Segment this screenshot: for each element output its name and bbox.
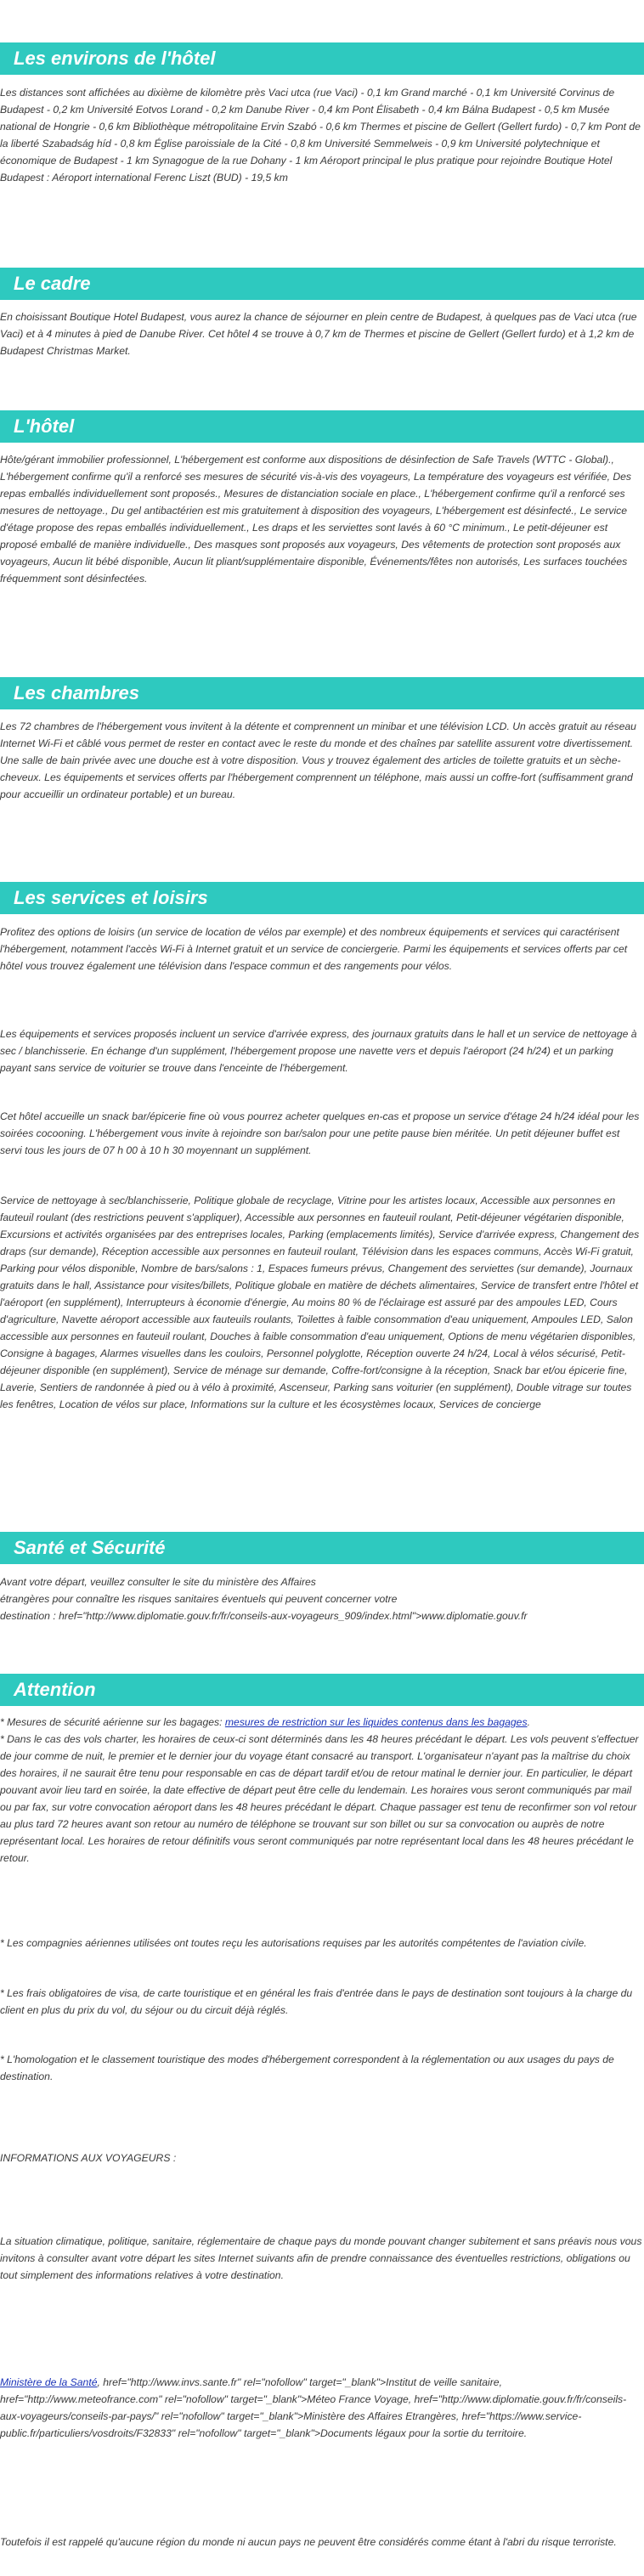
attention-paragraph-8-rest: , href="http://www.invs.sante.fr" rel="nofollow" target="_blank">Institut de veille sanitaire, href="http://www.meteofrance.com" rel="nofollow" target="_blank">Méteo France Voyage, href="http://www.diplomatie.gouv.fr/fr/conseils-aux-voyageurs/conseils-par-pays/" rel="nofollow" target="_blank">Ministère des Affaires Etrangères, href="https://www.service-public.fr/particuliers/vosdroits/F32833" rel="nofollow" target="_blank">Documents légaux pour la sortie du territoire. <box>0 2376 627 2439</box>
section-header-chambres: Les chambres <box>0 677 644 709</box>
attention-paragraph-3: * Les compagnies aériennes utilisées ont toutes reçu les autorisations requises par les autorités compétentes de l'aviation civile. <box>0 1937 587 1949</box>
section-header-cadre: Le cadre <box>0 268 644 300</box>
attention-paragraph-7: La situation climatique, politique, sanitaire, réglementaire de chaque pays du monde pouvant changer subitement et sans préavis nous vous invitons à consulter avant votre départ les sites Internet suivants afin de prendre connaissance des éventuelles restrictions, obligations ou tout simplement des informations relatives à votre destination. <box>0 2235 642 2281</box>
attention-paragraph-2: * Dans le cas des vols charter, les horaires de ceux-ci sont déterminés dans les 48 heures précédant le départ. Les vols peuvent s'effectuer de jour comme de nuit, le premier et le dernier jour du voyage étant consacré au transport. L'organisateur n'ayant pas la maîtrise du choix des horaires, il ne saurait être tenu pour responsable en cas de départ tardif et/ou de retour matinal le dernier jour. En particulier, le départ pouvant avoir lieu tard en soirée, la date effective de départ peut être celle du lendemain. Les horaires vous seront communiqués par mail ou par fax, sur votre convocation aéroport dans les 48 heures précédant le départ. Chaque passager est tenu de reconfirmer son vol retour au plus tard 72 heures avant son retour au numéro de téléphone se trouvant sur son billet ou sur sa convocation ou auprès de notre représentant local. Les horaires de retour définitifs vous seront communiqués par notre représentant local dans les 48 heures précédant le retour. <box>0 1733 639 1864</box>
section-header-hotel: L'hôtel <box>0 410 644 443</box>
liquids-restriction-link[interactable]: mesures de restriction sur les liquides contenus dans les bagages <box>224 1716 528 1728</box>
chambres-text: Les 72 chambres de l'hébergement vous invitent à la détente et comprennent un minibar et une télévision LCD. Un accès gratuit au réseau Internet Wi-Fi et câblé vous permet de rester en contact avec le reste du monde et des chaînes par satellite assurent votre divertissement. Une salle de bain privée avec une douche est à votre disposition. Vous y trouvez également des articles de toilette gratuits et un sèche-cheveux. Les équipements et services offerts par l'hébergement comprennent un téléphone, mais aussi un coffre-fort (suffisamment grand pour accueillir un ordinateur portable) et un bureau. <box>0 720 636 800</box>
attention-paragraph-1-suffix: . <box>527 1716 530 1728</box>
section-header-sante: Santé et Sécurité <box>0 1532 644 1564</box>
environs-text: Les distances sont affichées au dixième de kilomètre près Vaci utca (rue Vaci) - 0,1 km Grand marché - 0,1 km Université Corvinus de Budapest - 0,2 km Université Eotvos Lorand - 0,2 km Danube River - 0,4 km Pont Élisabeth - 0,4 km Bálna Budapest - 0,5 km Musée national de Hongrie - 0,6 km Bibliothèque métropolitaine Ervin Szabó - 0,6 km Thermes et piscine de Gellert (Gellert furdo) - 0,7 km Pont de la liberté Szabadság híd - 0,8 km Église paroissiale de la Cité - 0,8 km Université Semmelweis - 0,9 km Université polytechnique et économique de Budapest - 1 km Synagogue de la rue Dohany - 1 km Aéroport principal le plus pratique pour rejoindre Boutique Hotel Budapest : Aéroport international Ferenc Liszt (BUD) - 19,5 km <box>0 87 641 184</box>
section-header-environs: Les environs de l'hôtel <box>0 42 644 75</box>
section-header-services: Les services et loisirs <box>0 882 644 914</box>
voyageurs-info-heading: INFORMATIONS AUX VOYAGEURS : <box>0 2152 177 2164</box>
services-paragraph-3: Cet hôtel accueille un snack bar/épicerie fine où vous pourrez acheter quelques en-cas et propose un service d'étage 24 h/24 idéal pour les soirées cocooning. L'hébergement vous invite à rejoindre son bar/salon pour une petite pause bien méritée. Un petit déjeuner buffet est servi tous les jours de 07 h 00 à 10 h 30 moyennant un supplément. <box>0 1110 640 1156</box>
attention-paragraph-8 <box>0 2374 644 2442</box>
attention-paragraph-4: * Les frais obligatoires de visa, de carte touristique et en général les frais d'entrée dans le pays de destination sont toujours à la charge du client en plus du prix du vol, du séjour ou du circuit déjà réglés. <box>0 1987 633 2016</box>
services-amenities-list: Service de nettoyage à sec/blanchisserie, Politique globale de recyclage, Vitrine pour les artistes locaux, Accessible aux personnes en fauteuil roulant (des restrictions peuvent s'appliquer), Accessible aux personnes en fauteuil roulant, Petit-déjeuner végétarien disponible, Excursions et activités organisées par des entreprises locales, Parking (emplacements limités), Service d'arrivée express, Changement des draps (sur demande), Réception accessible aux personnes en fauteuil roulant, Télévision dans les espaces communs, Accès Wi-Fi gratuit, Parking pour vélos disponible, Nombre de bars/salons : 1, Espaces fumeurs prévus, Changement des serviettes (sur demande), Journaux gratuits dans le hall, Assistance pour visites/billets, Politique globale en matière de déchets alimentaires, Service de transfert entre l'hôtel et l'aéroport (en supplément), Interrupteurs à économie d'énergie, Au moins 80 % de l'éclairage est assuré par des ampoules LED, Cours d'agriculture, Navette aéroport accessible aux fauteuils roulants, Toilettes à faible consommation d'eau uniquement, Ampoules LED, Salon accessible aux personnes en fauteuil roulant, Douches à faible consommation d'eau uniquement, Options de menu végétarien disponibles, Consigne à bagages, Alarmes visuelles dans les couloirs, Personnel polyglotte, Réception ouverte 24 h/24, Local à vélos sécurisé, Petit-déjeuner disponible (en supplément), Service de ménage sur demande, Coffre-fort/consigne à la réception, Snack bar et/ou épicerie fine, Laverie, Sentiers de randonnée à pied ou à vélo à proximité, Ascenseur, Parking sans voiturier (en supplément), Double vitrage sur toutes les fenêtres, Location de vélos sur place, Informations sur la culture et les écosystèmes locaux, Services de concierge <box>0 1195 640 1410</box>
sante-line-1: Avant votre départ, veuillez consulter le site du ministère des Affaires <box>0 1576 316 1588</box>
attention-paragraph-1-prefix: * Mesures de sécurité aérienne sur les bagages: <box>0 1716 225 1728</box>
hotel-text: Hôte/gérant immobilier professionnel, L'hébergement est conforme aux dispositions de désinfection de Safe Travels (WTTC - Global)., L'hébergement confirme qu'il a renforcé ses mesures de sécurité vis-à-vis des voyageurs, La température des voyageurs est vérifiée, Des repas emballés individuellement sont proposés., Mesures de distanciation sociale en place., L'hébergement confirme qu'il a renforcé ses mesures de nettoyage., Du gel antibactérien est mis gratuitement à disposition des voyageurs, L'hébergement est désinfecté., Le service d'étage propose des repas emballés individuellement., Les draps et les serviettes sont lavés à 60 °C minimum., Le petit-déjeuner est proposé emballé de manière individuelle., Des masques sont proposés aux voyageurs, Des vêtements de protection sont proposés aux voyageurs, Aucun lit bébé disponible, Aucun lit pliant/supplémentaire disponible, Événements/fêtes non autorisés, Les surfaces touchées fréquemment sont désinfectées. <box>0 454 632 585</box>
attention-paragraph-9: Toutefois il est rappelé qu'aucune région du monde ni aucun pays ne peuvent être considérés comme étant à l'abri du risque terroriste. <box>0 2536 617 2548</box>
services-paragraph-1: Profitez des options de loisirs (un service de location de vélos par exemple) et des nombreux équipements et services qui caractérisent l'hébergement, notamment l'accès Wi-Fi à Internet gratuit et un service de conciergerie. Parmi les équipements et services offerts par cet hôtel vous trouvez également une télévision dans l'espace commun et des rangements pour vélos. <box>0 926 628 972</box>
sante-line-3: destination : href="http://www.diplomatie.gouv.fr/fr/conseils-aux-voyageurs_909/index.html">www.diplomatie.gouv.fr <box>0 1610 528 1622</box>
attention-paragraph-1 <box>0 1714 644 1731</box>
cadre-text: En choisissant Boutique Hotel Budapest, vous aurez la chance de séjourner en plein centre de Budapest, à quelques pas de Vaci utca (rue Vaci) et à 4 minutes à pied de Danube River. Cet hôtel 4 se trouve à 0,7 km de Thermes et piscine de Gellert (Gellert furdo) et à 1,2 km de Budapest Christmas Market. <box>0 311 637 357</box>
sante-line-2: étrangères pour connaître les risques sanitaires éventuels qui peuvent concerner votre <box>0 1593 398 1605</box>
services-paragraph-2: Les équipements et services proposés incluent un service d'arrivée express, des journaux gratuits dans le hall et un service de nettoyage à sec / blanchisserie. En échange d'un supplément, l'hébergement propose une navette vers et depuis l'aéroport (24 h/24) et un parking payant sans service de voiturier se trouve dans l'enceinte de l'hébergement. <box>0 1028 637 1074</box>
ministere-sante-link[interactable]: Ministère de la Santé <box>0 2376 98 2388</box>
attention-paragraph-5: * L'homologation et le classement touristique des modes d'hébergement correspondent à la réglementation ou aux usages du pays de destination. <box>0 2053 614 2082</box>
section-header-attention: Attention <box>0 1674 644 1706</box>
